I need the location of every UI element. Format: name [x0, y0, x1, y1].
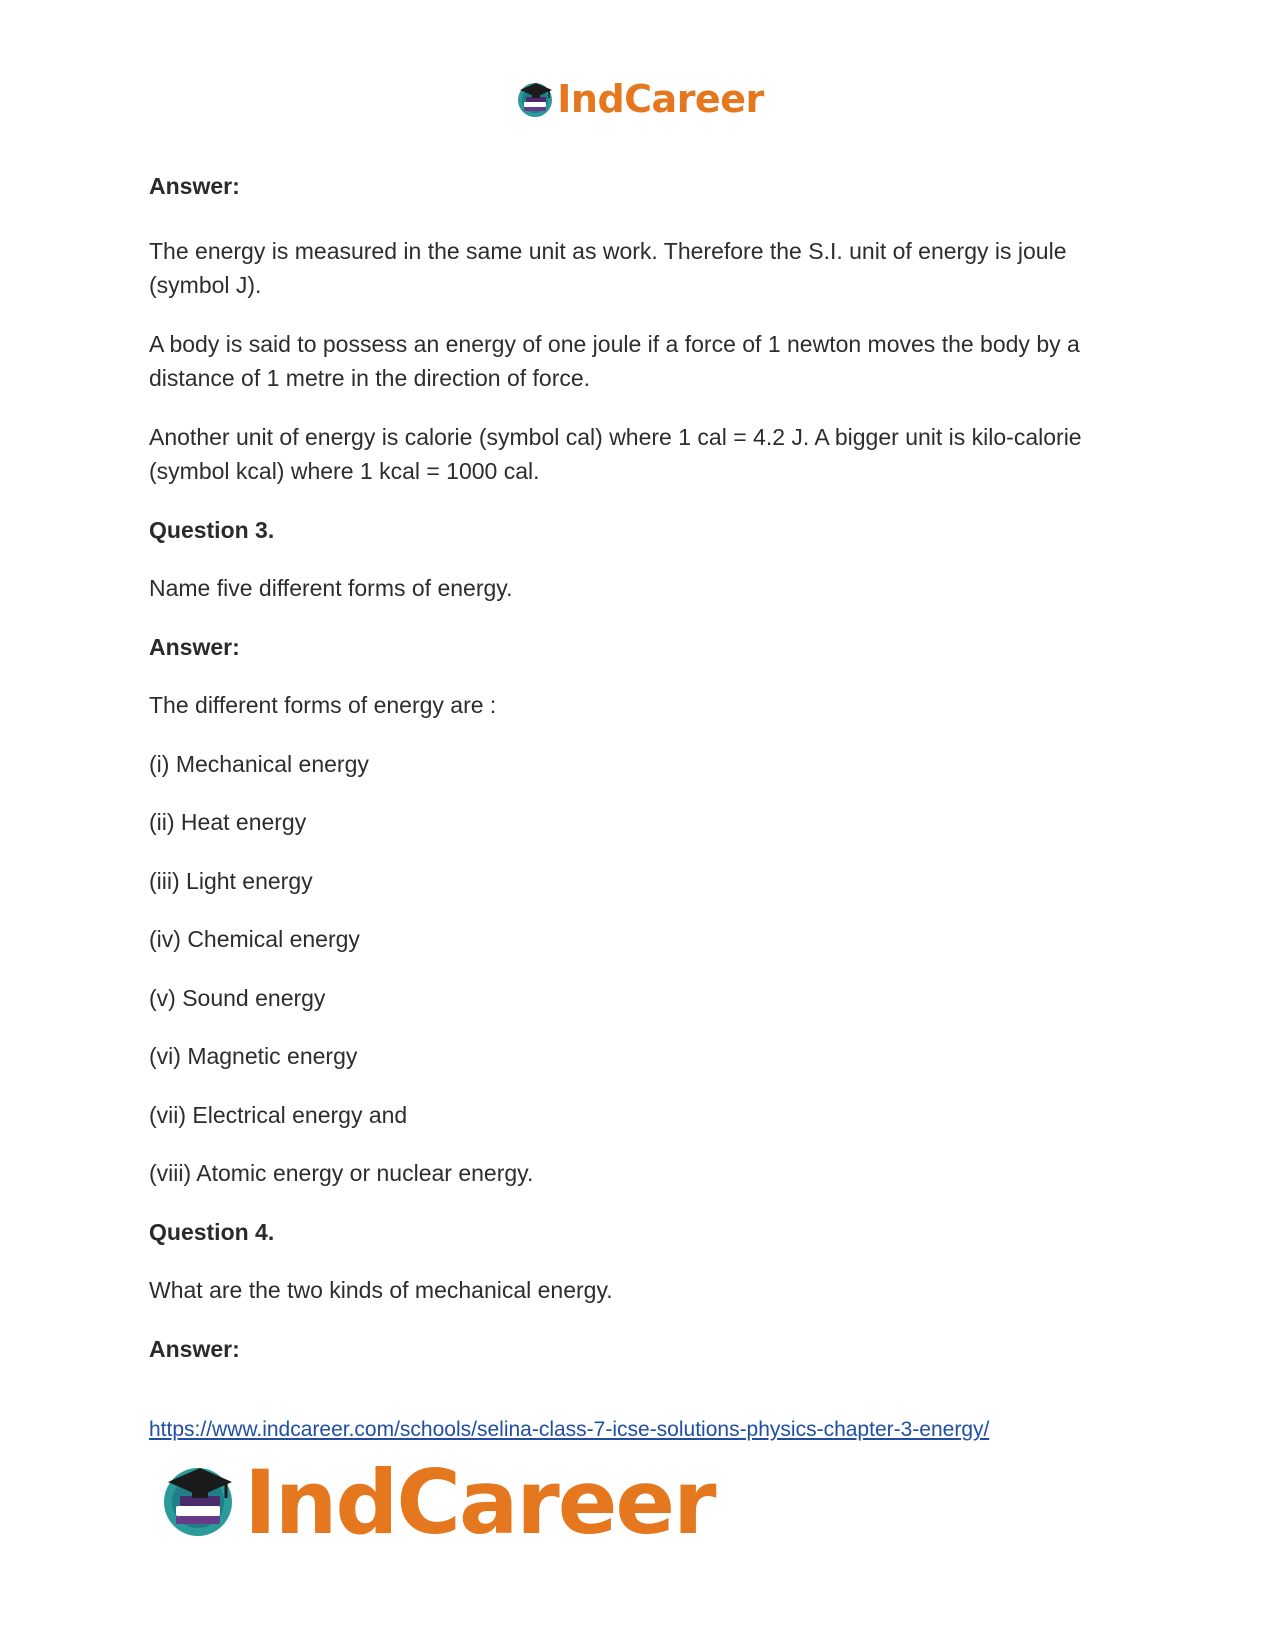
list-item: (iii) Light energy	[149, 868, 313, 894]
header-logo	[0, 78, 1275, 120]
answer-heading: Answer:	[149, 1336, 240, 1362]
question-text: What are the two kinds of mechanical energy.	[149, 1277, 613, 1303]
answer-paragraph: The energy is measured in the same unit as work. Therefore the S.I. unit of energy is joule (symbol J).	[149, 238, 1067, 298]
source-url-link[interactable]: https://www.indcareer.com/schools/selina-class-7-icse-solutions-physics-chapter-3-energy/	[149, 1418, 990, 1441]
list-item: (ii) Heat energy	[149, 809, 307, 835]
list-item: (viii) Atomic energy or nuclear energy.	[149, 1160, 534, 1186]
question-heading: Question 4.	[149, 1219, 275, 1245]
list-item: (vi) Magnetic energy	[149, 1043, 358, 1069]
answer-heading: Answer:	[149, 634, 240, 660]
list-item: (iv) Chemical energy	[149, 926, 360, 952]
answer-paragraph: Another unit of energy is calorie (symbol cal) where 1 cal = 4.2 J. A bigger unit is kilo-calorie (symbol kcal) where 1 kcal = 1000 cal.	[149, 424, 1082, 484]
answer-paragraph: A body is said to possess an energy of one joule if a force of 1 newton moves the body by a distance of 1 metre in the direction of force.	[149, 331, 1080, 391]
list-item: (v) Sound energy	[149, 985, 326, 1011]
footer-logo-text: IndCareer	[244, 1450, 715, 1554]
answer-heading: Answer:	[149, 173, 240, 199]
footer-logo	[158, 1450, 715, 1554]
graduation-cap-books-globe-icon	[158, 1458, 242, 1547]
question-text: Name five different forms of energy.	[149, 575, 513, 601]
list-item: (vii) Electrical energy and	[149, 1102, 408, 1128]
answer-intro: The different forms of energy are :	[149, 692, 497, 718]
graduation-cap-books-globe-icon	[516, 78, 556, 120]
list-item: (i) Mechanical energy	[149, 751, 369, 777]
question-heading: Question 3.	[149, 517, 275, 543]
header-logo-text: IndCareer	[557, 77, 764, 121]
